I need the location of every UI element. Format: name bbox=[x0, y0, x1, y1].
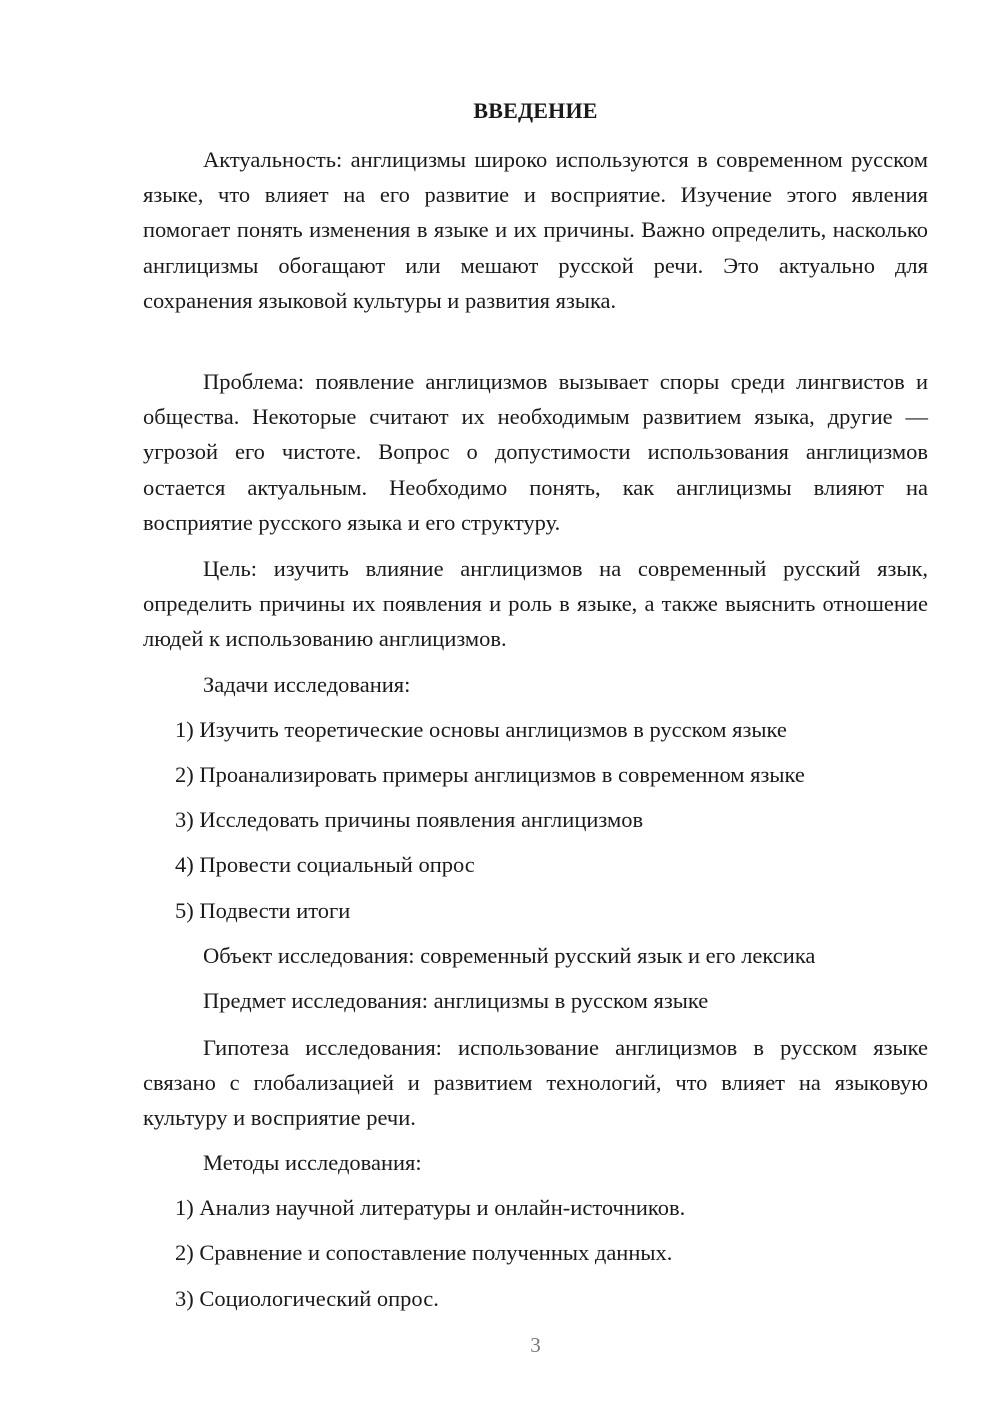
document-page bbox=[143, 0, 928, 1414]
subject-line: Предмет исследования: англицизмы в русском языке bbox=[203, 988, 709, 1013]
goal-paragraph: Цель: изучить влияние англицизмов на современный русский язык, определить причины их появления и роль в языке, а также выяснить отношение людей к использованию англицизмов. bbox=[143, 556, 928, 652]
method-item-2: 2) Сравнение и сопоставление полученных данных. bbox=[175, 1240, 673, 1265]
task-item-2: 2) Проанализировать примеры англицизмов в современном языке bbox=[175, 762, 805, 787]
task-item-4: 4) Провести социальный опрос bbox=[175, 852, 475, 877]
method-item-3: 3) Социологический опрос. bbox=[175, 1286, 439, 1311]
page-number: 3 bbox=[530, 1333, 541, 1357]
hypothesis-paragraph: Гипотеза исследования: использование англицизмов в русском языке связано с глобализацией и развитием технологий, что влияет на языковую культуру и восприятие речи. bbox=[143, 1035, 928, 1131]
relevance-paragraph: Актуальность: англицизмы широко используются в современном русском языке, что влияет на его развитие и восприятие. Изучение этого явления помогает понять изменения в языке и их причины. Важно определить, насколько англицизмы обогащают или мешают русской речи. Это актуально для сохранения языковой культуры и развития языка. bbox=[143, 147, 928, 313]
problem-paragraph: Проблема: появление англицизмов вызывает споры среди лингвистов и общества. Некоторые считают их необходимым развитием языка, другие — угрозой его чистоте. Вопрос о допустимости использования англицизмов остается актуальным. Необходимо понять, как англицизмы влияют на восприятие русского языка и его структуру. bbox=[143, 369, 928, 535]
tasks-heading: Задачи исследования: bbox=[203, 672, 411, 697]
task-item-1: 1) Изучить теоретические основы англицизмов в русском языке bbox=[175, 717, 787, 742]
method-item-1: 1) Анализ научной литературы и онлайн-источников. bbox=[175, 1195, 686, 1220]
object-line: Объект исследования: современный русский язык и его лексика bbox=[203, 943, 816, 968]
methods-heading: Методы исследования: bbox=[203, 1150, 422, 1175]
task-item-3: 3) Исследовать причины появления англицизмов bbox=[175, 807, 644, 832]
task-item-5: 5) Подвести итоги bbox=[175, 898, 351, 923]
section-heading: ВВЕДЕНИЕ bbox=[473, 98, 598, 123]
